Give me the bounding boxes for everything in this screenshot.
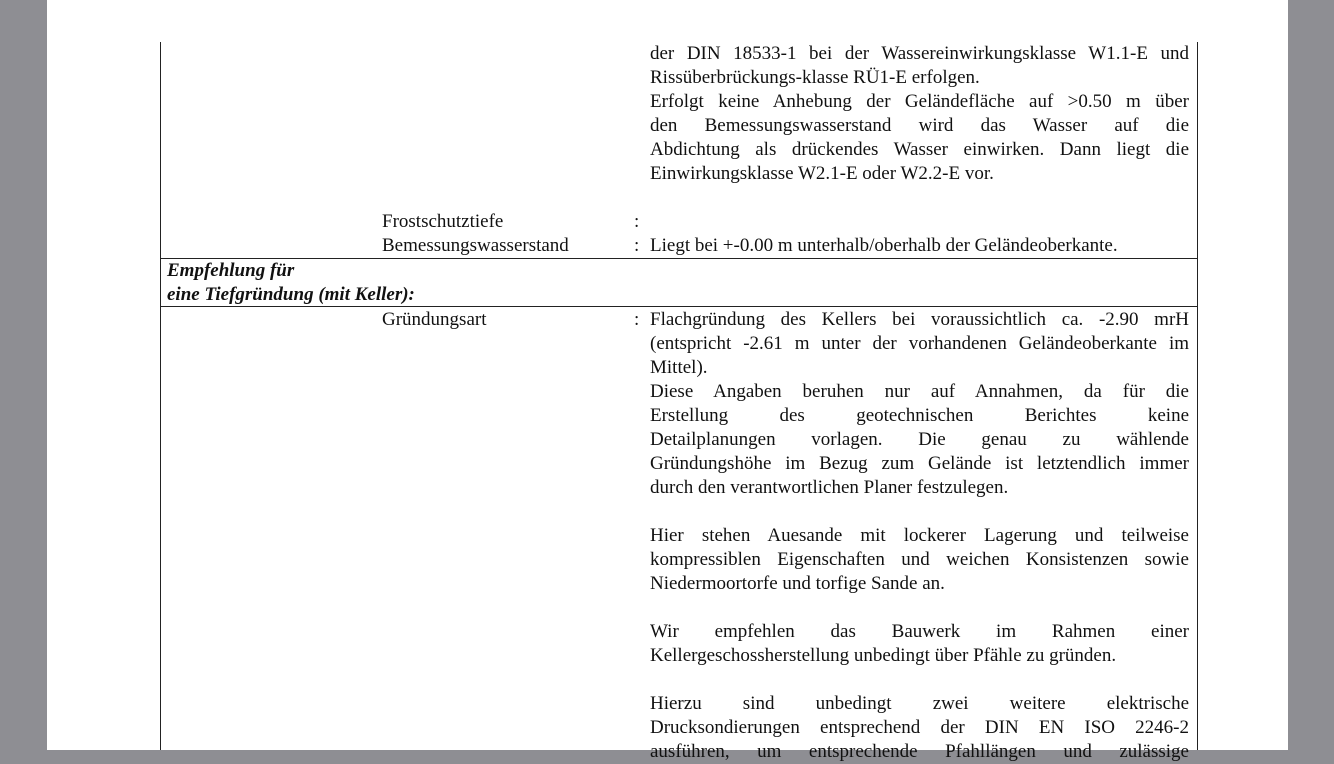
table-left-border bbox=[160, 42, 161, 750]
text-line: Detailplanungen vorlagen. Die genau zu wählende bbox=[650, 429, 1189, 450]
text-line: ausführen, um entsprechende Pfahllängen und zulässige bbox=[650, 741, 1189, 762]
text-line: Hier stehen Auesande mit lockerer Lagerung und teilweise bbox=[650, 525, 1189, 546]
frostschutztiefe-label: Frostschutztiefe bbox=[382, 211, 504, 232]
text-line: Kellergeschossherstellung unbedingt über Pfähle zu gründen. bbox=[650, 645, 1117, 666]
text-line: Einwirkungsklasse W2.1-E oder W2.2-E vor. bbox=[650, 163, 994, 184]
text-line: Wir empfehlen das Bauwerk im Rahmen einer bbox=[650, 621, 1189, 642]
text-line: Flachgründung des Kellers bei voraussichtlich ca. -2.90 mrH bbox=[650, 309, 1189, 330]
text-line: durch den verantwortlichen Planer festzulegen. bbox=[650, 477, 1009, 498]
document-content bbox=[47, 0, 1288, 762]
text-line: den Bemessungswasserstand wird das Wasser auf die bbox=[650, 115, 1189, 136]
document-page bbox=[47, 0, 1288, 762]
text-line: kompressiblen Eigenschaften und weichen Konsistenzen sowie bbox=[650, 549, 1189, 570]
text-line: Erfolgt keine Anhebung der Geländefläche auf >0.50 m über bbox=[650, 91, 1189, 112]
text-line: Drucksondierungen entsprechend der DIN EN ISO 2246-2 bbox=[650, 717, 1189, 738]
gruendungsart-colon: : bbox=[634, 309, 640, 330]
text-line: Mittel). bbox=[650, 357, 708, 378]
text-line: Erstellung des geotechnischen Berichtes keine bbox=[650, 405, 1189, 426]
text-line: Hierzu sind unbedingt zwei weitere elektrische bbox=[650, 693, 1189, 714]
gruendungsart-label: Gründungsart bbox=[382, 309, 487, 330]
text-line: Niedermoortorfe und torfige Sande an. bbox=[650, 573, 945, 594]
table-divider-1 bbox=[160, 258, 1198, 259]
section-heading-line2: eine Tiefgründung (mit Keller): bbox=[167, 284, 415, 305]
bemessungswasserstand-value: Liegt bei +-0.00 m unterhalb/oberhalb der Geländeoberkante. bbox=[650, 235, 1118, 256]
bemessungswasserstand-label: Bemessungswasserstand bbox=[382, 235, 569, 256]
section-heading-line1: Empfehlung für bbox=[167, 260, 295, 281]
bemessungswasserstand-colon: : bbox=[634, 235, 640, 256]
text-line: Diese Angaben beruhen nur auf Annahmen, da für die bbox=[650, 381, 1189, 402]
text-line: der DIN 18533-1 bei der Wassereinwirkungsklasse W1.1-E und bbox=[650, 43, 1189, 64]
frostschutztiefe-colon: : bbox=[634, 211, 640, 232]
text-line: Gründungshöhe im Bezug zum Gelände ist letztendlich immer bbox=[650, 453, 1189, 474]
text-line: Rissüberbrückungs-klasse RÜ1-E erfolgen. bbox=[650, 67, 980, 88]
text-line: Abdichtung als drückendes Wasser einwirken. Dann liegt die bbox=[650, 139, 1189, 160]
table-right-border bbox=[1197, 42, 1198, 750]
text-line: (entspricht -2.61 m unter der vorhandenen Geländeoberkante im bbox=[650, 333, 1189, 354]
